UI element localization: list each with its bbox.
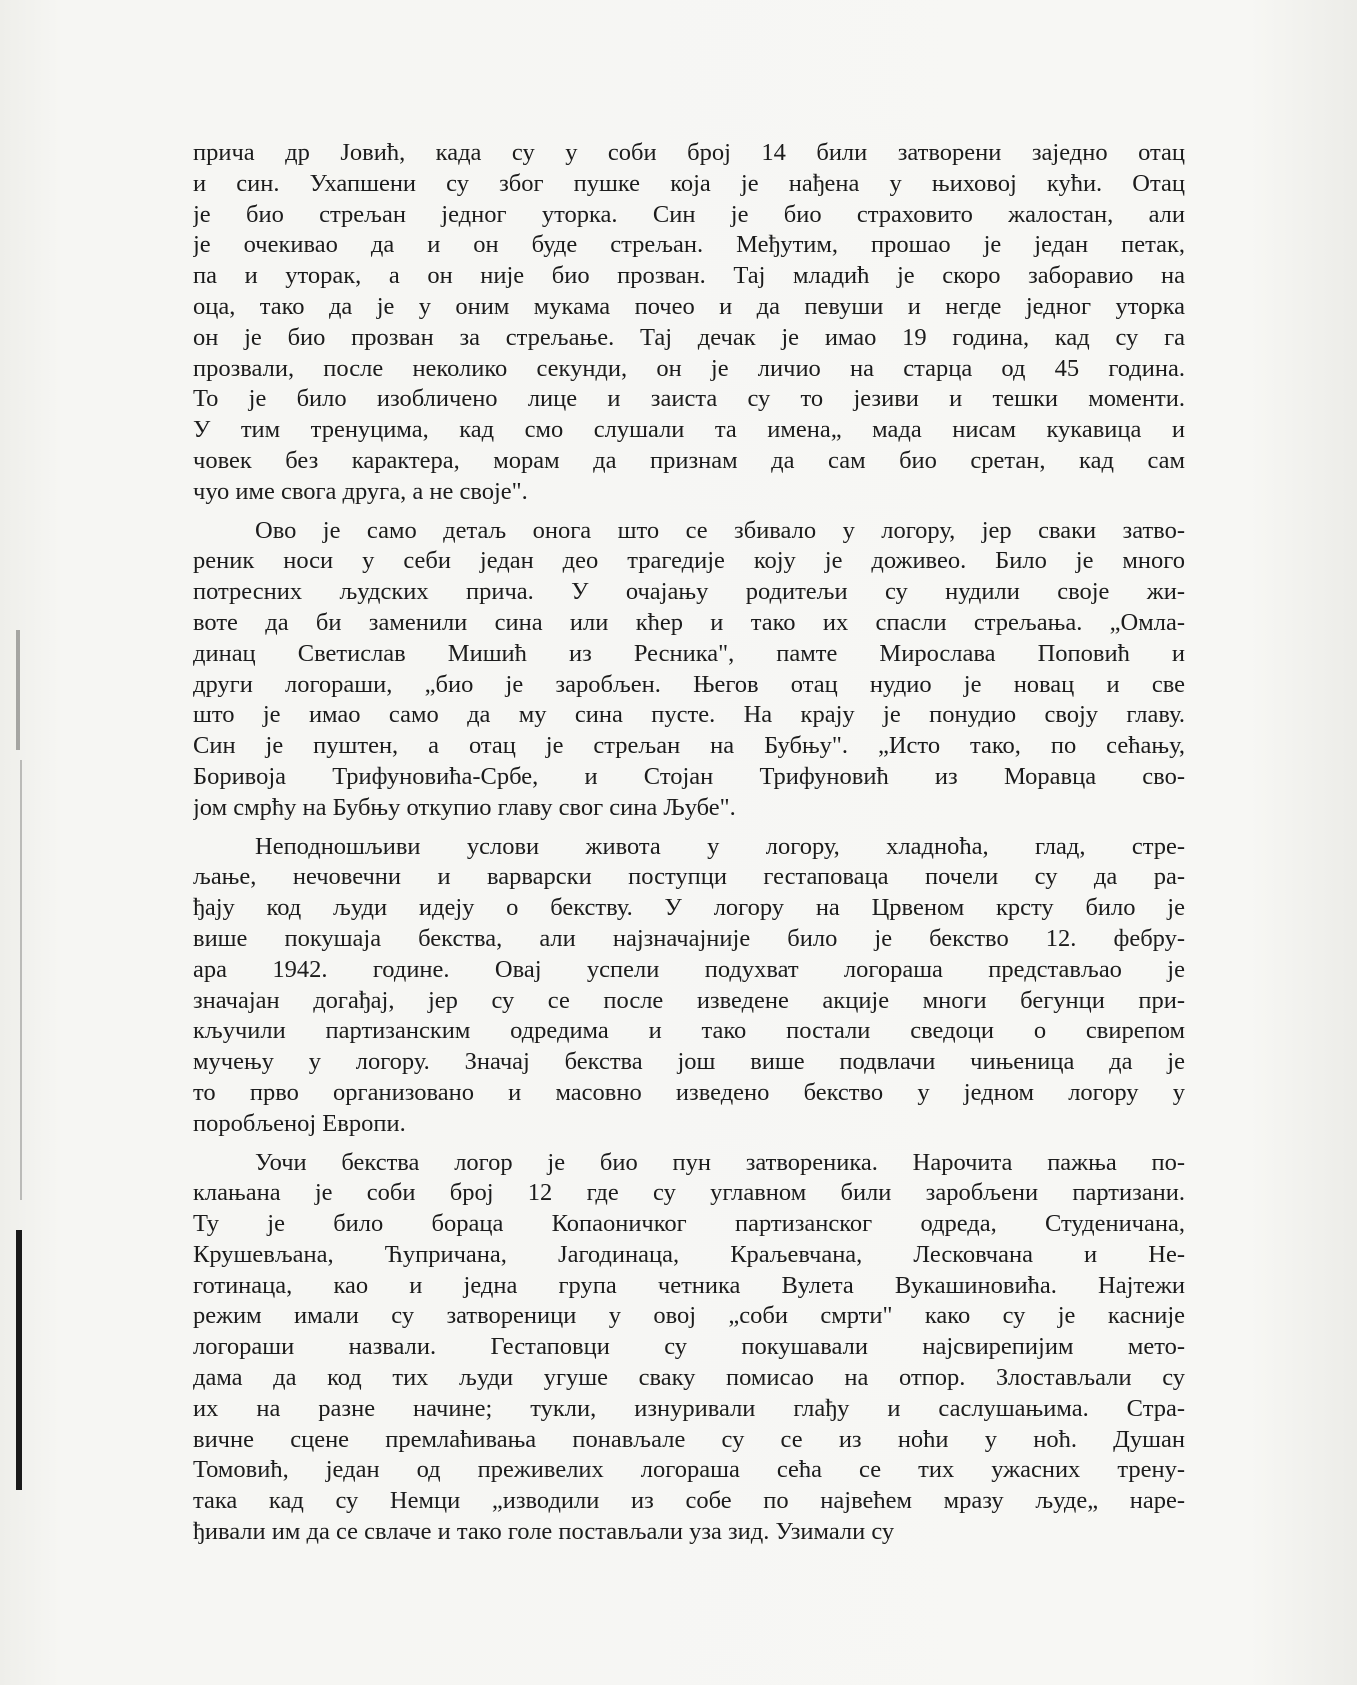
text-line: љање, нечовечни и варварски поступци гестаповаца почели су да ра- [193, 863, 1185, 891]
text-line: дама да код тих људи угуше сваку помисао на отпор. Злостављали су [193, 1364, 1185, 1392]
text-line: У тим тренуцима, кад смо слушали та имена„ мада нисам кукавица и [193, 416, 1185, 444]
paragraph-gap [193, 824, 1185, 832]
text-line: клањана је соби број 12 где су углавном били заробљени партизани. [193, 1179, 1185, 1207]
text-line: па и уторак, а он није био прозван. Тај младић је скоро заборавио на [193, 262, 1185, 290]
paragraph-gap [193, 508, 1185, 516]
text-line: Крушевљана, Ћупричана, Јагодинаца, Краљевчана, Лесковчана и Не- [193, 1240, 1185, 1268]
text-line: други логораши, „био је заробљен. Његов отац нудио је новац и све [193, 670, 1185, 698]
text-line: он је био прозван за стрељање. Тај дечак је имао 19 година, кад су га [193, 323, 1185, 351]
text-line: готинаца, као и једна група четника Вулета Вукашиновића. Најтежи [193, 1271, 1185, 1299]
text-line: Неподношљиви услови живота у логору, хладноћа, глад, стре- [255, 832, 1185, 860]
text-line: прозвали, после неколико секунди, он је личио на старца од 45 година. [193, 354, 1185, 382]
paragraph [193, 1148, 1185, 1548]
text-line: их на разне начине; тукли, изнуривали глађу и саслушањима. Стра- [193, 1394, 1185, 1422]
text-line: прича др Јовић, када су у соби број 14 били затворени заједно отац [193, 139, 1185, 166]
paragraph-gap [193, 1140, 1185, 1148]
text-line: значајан догађај, јер су се после изведене акције многи бегунци при- [193, 986, 1185, 1014]
text-line: така кад су Немци „изводили из собе по највећем мразу људе„ наре- [193, 1487, 1185, 1515]
text-line: логораши назвали. Гестаповци су покушавали најсвирепијим мето- [193, 1333, 1185, 1361]
text-line: режим имали су затвореници у овој „соби смрти" како су је касније [193, 1302, 1185, 1330]
text-line: Син је пуштен, а отац је стрељан на Бубњу". „Исто тако, по сећању, [193, 732, 1185, 760]
text-line: човек без карактера, морам да признам да сам био сретан, кад сам [193, 446, 1185, 474]
text-line: је био стрељан једног уторка. Син је био страховито жалостан, али [193, 200, 1185, 228]
paragraph [193, 138, 1185, 508]
text-line: је очекивао да и он буде стрељан. Међутим, прошао је један петак, [193, 231, 1185, 259]
text-line: ђивали им да се свлаче и тако голе постављали уза зид. Узимали су [193, 1518, 895, 1546]
scan-edge-shadow [20, 760, 22, 1200]
text-line: и син. Ухапшени су због пушке која је нађена у њиховој кући. Отац [193, 169, 1185, 197]
text-line: То је било изобличено лице и заиста су то језиви и тешки моменти. [193, 385, 1185, 413]
scan-edge-mark [16, 1230, 22, 1490]
text-line: поробљеној Европи. [193, 1109, 406, 1137]
scan-edge-mark [16, 630, 20, 750]
text-line: Томовић, један од преживелих логораша сећа се тих ужасних трену- [193, 1456, 1185, 1484]
paragraph [193, 832, 1185, 1140]
text-line: потресних људских прича. У очајању родитељи су нудили своје жи- [193, 578, 1185, 606]
text-line: ђају код људи идеју о бекству. У логору на Црвеном крсту било је [193, 894, 1185, 922]
text-line: воте да би заменили сина или кћер и тако их спасли стрељања. „Омла- [193, 608, 1185, 636]
text-line: вичне сцене премлаћивања понављале су се из ноћи у ноћ. Душан [193, 1425, 1185, 1453]
text-line: јом смрћу на Бубњу откупио главу свог сина Љубе". [193, 793, 736, 821]
text-line: Ово је само детаљ онога што се збивало у логору, јер сваки затво- [255, 516, 1185, 544]
text-line: динац Светислав Мишић из Ресника", памте Мирослава Поповић и [193, 639, 1185, 667]
paragraph [193, 516, 1185, 824]
text-line: то прво организовано и масовно изведено бекство у једном логору у [193, 1078, 1185, 1106]
text-line: више покушаја бекства, али најзначајније било је бекство 12. фебру- [193, 924, 1185, 952]
text-line: оца, тако да је у оним мукама почео и да певуши и негде једног уторка [193, 292, 1185, 320]
body-text [193, 138, 1185, 1548]
text-line: мучењу у логору. Значај бекства још више подвлачи чињеница да је [193, 1048, 1185, 1076]
text-line: кључили партизанским одредима и тако постали сведоци о свирепом [193, 1017, 1185, 1045]
text-line: реник носи у себи један део трагедије коју је доживео. Било је много [193, 547, 1185, 575]
text-line: Уочи бекства логор је био пун затвореника. Нарочита пажња по- [255, 1148, 1185, 1176]
text-line: Ту је било бораца Копаоничког партизанског одреда, Студеничана, [193, 1210, 1185, 1238]
text-line: Боривоја Трифуновића-Србе, и Стојан Трифуновић из Моравца сво- [193, 762, 1185, 790]
text-line: чуо име свога друга, а не своје". [193, 477, 528, 505]
text-line: ара 1942. године. Овај успели подухват логораша представљао је [193, 955, 1185, 983]
text-line: што је имао само да му сина пусте. На крају је понудио своју главу. [193, 701, 1185, 729]
